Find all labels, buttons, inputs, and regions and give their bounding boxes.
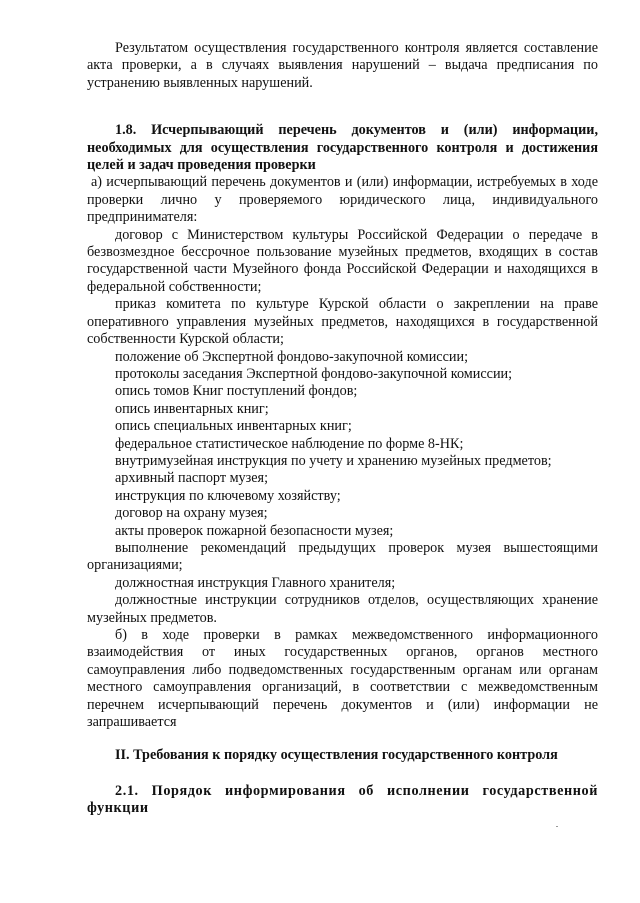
document-page bbox=[87, 40, 598, 818]
document-item-3: положение об Экспертной фондово-закупочной комиссии; bbox=[115, 348, 469, 365]
document-item-11: инструкция по ключевому хозяйству; bbox=[115, 487, 341, 504]
document-item-15: должностная инструкция Главного хранителя; bbox=[115, 574, 396, 591]
document-item-16: должностные инструкции сотрудников отделов, осуществляющих хранение музейных предметов. bbox=[87, 592, 598, 626]
document-item-6: опись инвентарных книг; bbox=[115, 400, 269, 417]
section-1-8-heading: 1.8. Исчерпывающий перечень документов и (или) информации, необходимых для осуществления государственного контроля и достижения целей и задач проведения проверки bbox=[87, 122, 598, 174]
document-item-12: договор на охрану музея; bbox=[115, 505, 268, 522]
document-item-4: протоколы заседания Экспертной фондово-закупочной комиссии; bbox=[115, 365, 513, 382]
document-item-5: опись томов Книг поступлений фондов; bbox=[115, 383, 358, 400]
document-item-9: внутримузейная инструкция по учету и хранению музейных предметов; bbox=[115, 452, 552, 469]
document-item-8: федеральное статистическое наблюдение по форме 8-НК; bbox=[115, 435, 464, 452]
document-item-7: опись специальных инвентарных книг; bbox=[115, 418, 352, 435]
scan-speck bbox=[556, 826, 558, 827]
item-b-paragraph: б) в ходе проверки в рамках межведомственного информационного взаимодействия от иных государственных органов, органов местного самоуправления либо подведомственных государственным органам или органам местного самоуправления организаций, в соответствии с межведомственным перечнем исчерпывающий перечень документов и (или) информации не запрашивается bbox=[87, 627, 598, 731]
subsection-2-1-heading: 2.1. Порядок информирования об исполнении государственной функции bbox=[87, 782, 598, 817]
document-item-10: архивный паспорт музея; bbox=[115, 470, 269, 487]
section-2-heading: II. Требования к порядку осуществления государственного контроля bbox=[115, 747, 558, 764]
document-item-2: приказ комитета по культуре Курской области о закреплении на праве оперативного управления музейных предметов, находящихся в государственной собственности Курской области; bbox=[87, 296, 598, 348]
item-a-paragraph: а) исчерпывающий перечень документов и (или) информации, истребуемых в ходе проверки лично у проверяемого юридического лица, индивидуального предпринимателя: bbox=[87, 174, 598, 226]
document-item-13: акты проверок пожарной безопасности музея; bbox=[115, 522, 394, 539]
document-item-14: выполнение рекомендаций предыдущих проверок музея вышестоящими организациями; bbox=[87, 539, 598, 574]
intro-paragraph: Результатом осуществления государственного контроля является составление акта проверки, а в случаях выявления нарушений – выдача предписания по устранению выявленных нарушений. bbox=[87, 40, 598, 91]
document-item-1: договор с Министерством культуры Российской Федерации о передаче в безвозмездное бессрочное пользование музейных предметов, входящих в состав государственной части Музейного фонда Российской Федерации и находящихся в федеральной собственности; bbox=[87, 226, 598, 295]
